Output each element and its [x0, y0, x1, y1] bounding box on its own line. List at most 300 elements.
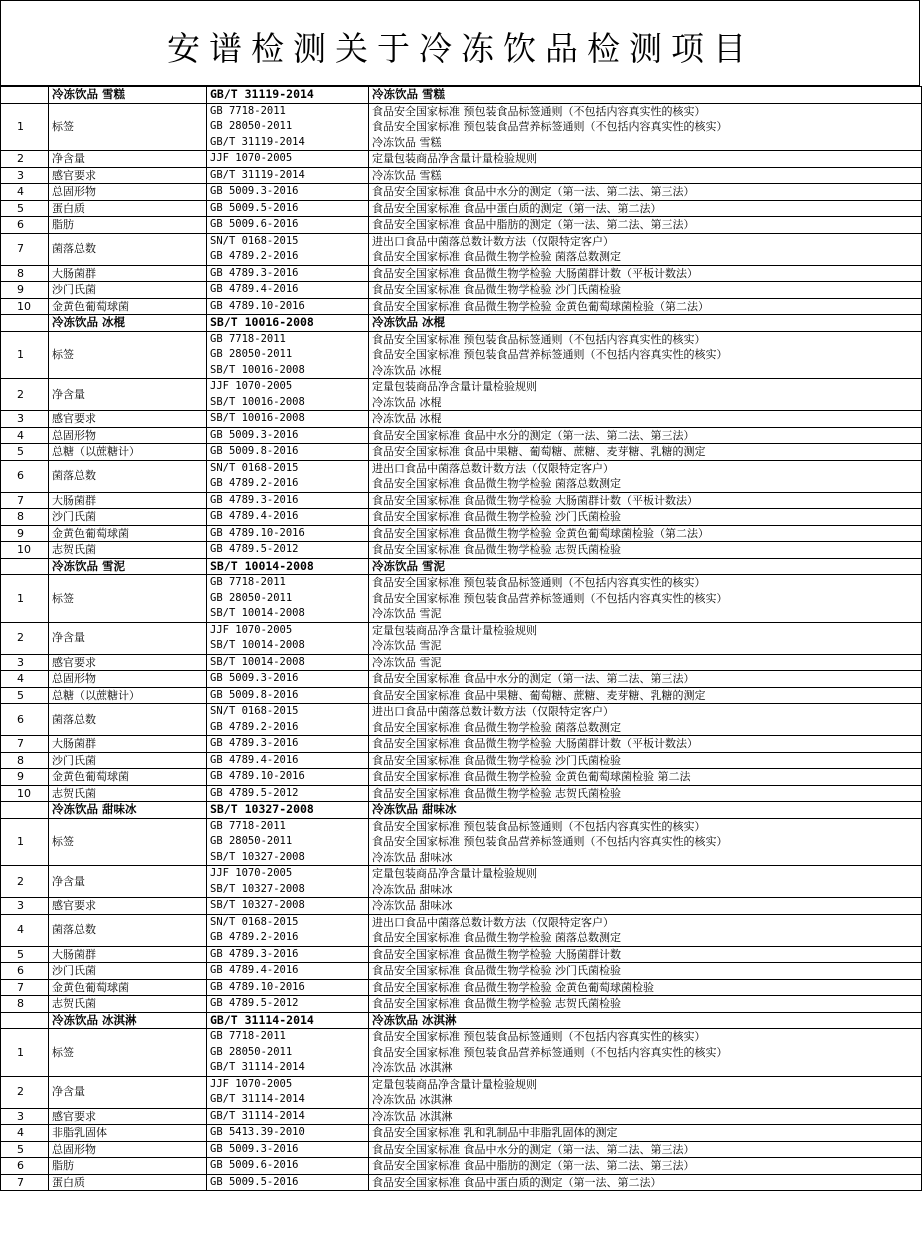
table-row [1, 331, 922, 379]
standard-codes[interactable] [207, 217, 369, 234]
standard-names-line: 食品安全国家标准 预包装食品营养标签通则（不包括内容真实性的核实） [372, 835, 728, 848]
standard-codes-line: GB/T 31119-2014 [210, 135, 305, 148]
table-row [1, 184, 922, 201]
standard-codes[interactable] [207, 946, 369, 963]
standard-codes[interactable] [207, 996, 369, 1013]
standard-names[interactable] [369, 946, 922, 963]
standard-codes[interactable] [207, 736, 369, 753]
standard-codes[interactable] [207, 444, 369, 461]
table-row [1, 785, 922, 802]
test-item[interactable]: 非脂乳固体 [49, 1125, 207, 1142]
test-item[interactable]: 脂肪 [49, 217, 207, 234]
standard-codes[interactable] [207, 331, 369, 379]
standard-names[interactable] [369, 1076, 922, 1108]
test-item[interactable]: 大肠菌群 [49, 265, 207, 282]
test-item[interactable]: 标签 [49, 1029, 207, 1077]
standard-names-line: 进出口食品中菌落总数计数方法（仅限特定客户） [372, 234, 614, 248]
test-item[interactable]: 感官要求 [49, 654, 207, 671]
standard-names[interactable] [369, 575, 922, 623]
standard-names[interactable] [369, 103, 922, 151]
row-number[interactable]: 5 [1, 946, 49, 963]
standard-codes[interactable] [207, 687, 369, 704]
row-number[interactable]: 6 [1, 1158, 49, 1175]
row-number[interactable]: 6 [1, 460, 49, 492]
standard-codes-line: GB 4789.2-2016 [210, 477, 299, 489]
standard-names[interactable] [369, 1158, 922, 1175]
section-number-cell[interactable] [1, 802, 49, 819]
standard-names-line: 食品安全国家标准 食品微生物学检验 菌落总数测定 [372, 250, 621, 263]
row-number[interactable]: 6 [1, 217, 49, 234]
test-item[interactable]: 沙门氏菌 [49, 509, 207, 526]
standard-codes[interactable] [207, 298, 369, 315]
test-item[interactable]: 净含量 [49, 151, 207, 168]
standard-codes[interactable] [207, 1029, 369, 1077]
standard-codes[interactable] [207, 184, 369, 201]
standard-codes-line: GB 5009.5-2016 [210, 1175, 299, 1188]
standard-codes[interactable] [207, 492, 369, 509]
standard-codes-line: GB 4789.4-2016 [210, 753, 299, 766]
standard-names[interactable] [369, 963, 922, 980]
standard-codes[interactable] [207, 1174, 369, 1191]
standard-names-line: 食品安全国家标准 预包装食品营养标签通则（不包括内容真实性的核实） [372, 1045, 728, 1059]
row-number[interactable]: 8 [1, 996, 49, 1013]
table-row [1, 963, 922, 980]
section-number-cell[interactable] [1, 315, 49, 332]
row-number[interactable]: 3 [1, 898, 49, 915]
standard-codes-line: GB 4789.5-2012 [210, 786, 299, 799]
standard-codes-line: SN/T 0168-2015 [210, 234, 299, 247]
test-item[interactable]: 金黄色葡萄球菌 [49, 298, 207, 315]
standard-names-line: 定量包装商品净含量计量检验规则 [372, 152, 537, 165]
standard-codes-line: GB 5009.3-2016 [210, 672, 299, 684]
row-number[interactable]: 8 [1, 509, 49, 526]
standard-codes[interactable] [207, 427, 369, 444]
test-item[interactable]: 总糖（以蔗糖计） [49, 687, 207, 704]
row-number[interactable]: 1 [1, 331, 49, 379]
standard-codes[interactable] [207, 671, 369, 688]
standard-names-line: 定量包装商品净含量计量检验规则 [372, 623, 537, 637]
test-item[interactable]: 总糖（以蔗糖计） [49, 444, 207, 461]
standard-codes-line: GB 7718-2011 [210, 332, 286, 345]
standard-names-line: 食品安全国家标准 预包装食品标签通则（不包括内容真实性的核实） [372, 1030, 706, 1043]
standard-names-line: 冷冻饮品 冰淇淋 [372, 1093, 453, 1106]
table-row [1, 444, 922, 461]
standard-codes[interactable] [207, 752, 369, 769]
row-number[interactable]: 9 [1, 525, 49, 542]
standard-names-line: 食品安全国家标准 食品微生物学检验 金黄色葡萄球菌检验（第二法） [372, 299, 709, 313]
standard-names-line: 食品安全国家标准 食品中水分的测定（第一法、第二法、第三法） [372, 185, 695, 198]
standard-codes[interactable] [207, 979, 369, 996]
standard-codes[interactable] [207, 769, 369, 786]
row-number[interactable]: 4 [1, 1125, 49, 1142]
standard-codes[interactable] [207, 282, 369, 299]
standard-names[interactable] [369, 979, 922, 996]
section-header-row [1, 558, 922, 575]
standard-names-line: 食品安全国家标准 食品微生物学检验 金黄色葡萄球菌检验（第二法） [372, 526, 709, 540]
standard-codes[interactable] [207, 542, 369, 559]
standard-names[interactable] [369, 818, 922, 866]
section-product[interactable]: 冷冻饮品 甜味冰 [49, 802, 207, 819]
section-product[interactable]: 冷冻饮品 冰淇淋 [49, 1012, 207, 1029]
standard-names-line: 食品安全国家标准 食品微生物学检验 志贺氏菌检验 [372, 786, 621, 800]
standard-codes[interactable] [207, 200, 369, 217]
standard-names[interactable] [369, 671, 922, 688]
standard-names-line: 食品安全国家标准 预包装食品营养标签通则（不包括内容真实性的核实） [372, 348, 728, 361]
test-item[interactable]: 菌落总数 [49, 460, 207, 492]
test-item[interactable]: 标签 [49, 818, 207, 866]
test-item[interactable]: 志贺氏菌 [49, 996, 207, 1013]
section-standard-name[interactable]: 冷冻饮品 冰淇淋 [369, 1012, 922, 1029]
standard-names[interactable] [369, 622, 922, 654]
row-number[interactable]: 3 [1, 654, 49, 671]
standard-codes[interactable] [207, 575, 369, 623]
table-row [1, 460, 922, 492]
standard-names-line: 冷冻饮品 雪泥 [372, 639, 442, 652]
standard-codes-line: GB 5009.8-2016 [210, 688, 299, 701]
test-item[interactable]: 感官要求 [49, 1108, 207, 1125]
row-number[interactable]: 4 [1, 184, 49, 201]
standard-names-line: 食品安全国家标准 食品微生物学检验 大肠菌群计数（平板计数法） [372, 737, 698, 750]
standard-names-line: 冷冻饮品 雪糕 [372, 135, 442, 149]
standard-names[interactable] [369, 184, 922, 201]
standard-names[interactable] [369, 525, 922, 542]
standard-codes-line: GB 7718-2011 [210, 576, 286, 588]
standard-names-line: 进出口食品中菌落总数计数方法（仅限特定客户） [372, 705, 614, 718]
test-item[interactable]: 标签 [49, 103, 207, 151]
row-number[interactable]: 5 [1, 200, 49, 217]
standard-names[interactable] [369, 200, 922, 217]
section-standard-code[interactable]: GB/T 31114-2014 [207, 1012, 369, 1029]
standard-names[interactable] [369, 427, 922, 444]
table-row [1, 979, 922, 996]
standard-names[interactable] [369, 752, 922, 769]
standard-names-line: 食品安全国家标准 食品微生物学检验 大肠菌群计数（平板计数法） [372, 493, 698, 507]
standard-names[interactable] [369, 914, 922, 946]
section-standard-code[interactable]: SB/T 10014-2008 [207, 558, 369, 575]
standard-codes[interactable] [207, 167, 369, 184]
standard-codes-line: GB 5009.5-2016 [210, 201, 299, 214]
standard-codes-line: GB 4789.3-2016 [210, 493, 299, 506]
test-item[interactable]: 菌落总数 [49, 914, 207, 946]
row-number[interactable]: 8 [1, 752, 49, 769]
standard-codes-line: GB 28050-2011 [210, 1045, 293, 1058]
test-item[interactable]: 标签 [49, 575, 207, 623]
standard-names[interactable] [369, 898, 922, 915]
table-row [1, 492, 922, 509]
table-row [1, 265, 922, 282]
standard-names-line: 食品安全国家标准 预包装食品营养标签通则（不包括内容真实性的核实） [372, 591, 728, 605]
test-item[interactable]: 菌落总数 [49, 704, 207, 736]
test-item[interactable]: 沙门氏菌 [49, 963, 207, 980]
row-number[interactable]: 2 [1, 379, 49, 411]
standard-names-line: 冷冻饮品 雪泥 [372, 607, 442, 620]
test-item[interactable]: 净含量 [49, 1076, 207, 1108]
standard-codes[interactable] [207, 411, 369, 428]
standard-codes[interactable] [207, 525, 369, 542]
standard-codes-line: GB 7718-2011 [210, 819, 286, 832]
standard-codes[interactable] [207, 818, 369, 866]
standard-names-line: 冷冻饮品 冰棍 [372, 412, 442, 425]
standard-names[interactable] [369, 704, 922, 736]
standard-codes[interactable] [207, 1125, 369, 1142]
row-number[interactable]: 1 [1, 1029, 49, 1077]
test-item[interactable]: 蛋白质 [49, 1174, 207, 1191]
test-item[interactable]: 大肠菌群 [49, 736, 207, 753]
row-number[interactable]: 7 [1, 979, 49, 996]
standard-names[interactable] [369, 444, 922, 461]
standard-names[interactable] [369, 265, 922, 282]
standard-codes-line: JJF 1070-2005 [210, 1077, 293, 1090]
test-item[interactable]: 净含量 [49, 622, 207, 654]
table-row [1, 379, 922, 411]
table-row [1, 167, 922, 184]
standard-codes-line: GB 4789.5-2012 [210, 543, 299, 555]
section-standard-name[interactable]: 冷冻饮品 甜味冰 [369, 802, 922, 819]
standard-names[interactable] [369, 542, 922, 559]
standard-names[interactable] [369, 785, 922, 802]
standard-names-line: 冷冻饮品 冰棍 [372, 395, 442, 409]
standard-codes[interactable] [207, 379, 369, 411]
standard-codes-line: GB 28050-2011 [210, 120, 293, 132]
section-product[interactable]: 冷冻饮品 雪糕 [49, 87, 207, 104]
row-number[interactable]: 6 [1, 963, 49, 980]
test-item[interactable]: 感官要求 [49, 898, 207, 915]
row-number[interactable]: 7 [1, 736, 49, 753]
standard-codes-line: GB 28050-2011 [210, 348, 293, 360]
table-row [1, 233, 922, 265]
standard-codes-line: SN/T 0168-2015 [210, 705, 299, 717]
row-number[interactable]: 7 [1, 492, 49, 509]
standard-codes-line: GB 4789.2-2016 [210, 720, 299, 733]
standard-names[interactable] [369, 769, 922, 786]
standard-names[interactable] [369, 167, 922, 184]
standard-codes[interactable] [207, 704, 369, 736]
table-row [1, 996, 922, 1013]
section-standard-code[interactable]: GB/T 31119-2014 [207, 87, 369, 104]
standard-names[interactable] [369, 492, 922, 509]
standard-names[interactable] [369, 331, 922, 379]
standard-codes[interactable] [207, 265, 369, 282]
row-number[interactable]: 1 [1, 575, 49, 623]
standard-codes-line: GB 4789.3-2016 [210, 266, 299, 279]
row-number[interactable]: 2 [1, 151, 49, 168]
standard-codes[interactable] [207, 460, 369, 492]
standard-names-line: 冷冻饮品 冰棍 [372, 363, 442, 377]
standard-names-line: 食品安全国家标准 食品中蛋白质的测定（第一法、第二法） [372, 201, 662, 215]
row-number[interactable]: 10 [1, 785, 49, 802]
standard-codes-line: SB/T 10014-2008 [210, 655, 305, 668]
standard-names-line: 食品安全国家标准 食品中果糖、葡萄糖、蔗糖、麦芽糖、乳糖的测定 [372, 688, 706, 702]
test-item[interactable]: 标签 [49, 331, 207, 379]
standard-codes[interactable] [207, 785, 369, 802]
test-item[interactable]: 菌落总数 [49, 233, 207, 265]
test-item[interactable]: 净含量 [49, 379, 207, 411]
row-number[interactable]: 3 [1, 411, 49, 428]
standard-names-line: 食品安全国家标准 食品微生物学检验 菌落总数测定 [372, 931, 621, 944]
standard-codes[interactable] [207, 103, 369, 151]
row-number[interactable]: 8 [1, 265, 49, 282]
standard-names-line: 食品安全国家标准 食品中果糖、葡萄糖、蔗糖、麦芽糖、乳糖的测定 [372, 445, 706, 458]
standard-codes-line: GB/T 31114-2014 [210, 1093, 305, 1105]
standard-codes-line: GB 28050-2011 [210, 591, 293, 604]
standard-names[interactable] [369, 379, 922, 411]
standard-names-line: 食品安全国家标准 食品中水分的测定（第一法、第二法、第三法） [372, 672, 695, 685]
standard-codes-line: GB 4789.10-2016 [210, 526, 305, 539]
table-row [1, 622, 922, 654]
standard-names[interactable] [369, 151, 922, 168]
standard-codes[interactable] [207, 622, 369, 654]
standard-names[interactable] [369, 1108, 922, 1125]
title-cell[interactable] [0, 0, 920, 86]
standard-names[interactable] [369, 1125, 922, 1142]
standard-names[interactable] [369, 233, 922, 265]
table-row [1, 103, 922, 151]
row-number[interactable]: 4 [1, 671, 49, 688]
standard-codes[interactable] [207, 1158, 369, 1175]
standard-codes-line: SB/T 10016-2008 [210, 395, 305, 408]
row-number[interactable]: 2 [1, 1076, 49, 1108]
standard-codes-line: GB 5009.6-2016 [210, 218, 299, 230]
standard-codes-line: GB 4789.4-2016 [210, 510, 299, 522]
standard-names-line: 食品安全国家标准 食品微生物学检验 大肠菌群计数 [372, 947, 621, 961]
section-standard-code[interactable]: SB/T 10016-2008 [207, 315, 369, 332]
standard-codes[interactable] [207, 1141, 369, 1158]
standard-names-line: 冷冻饮品 冰淇淋 [372, 1109, 453, 1123]
section-standard-name[interactable]: 冷冻饮品 雪糕 [369, 87, 922, 104]
row-number[interactable]: 10 [1, 542, 49, 559]
standard-names-line: 食品安全国家标准 食品微生物学检验 金黄色葡萄球菌检验 第二法 [372, 770, 691, 783]
test-item[interactable]: 志贺氏菌 [49, 785, 207, 802]
test-item[interactable]: 感官要求 [49, 167, 207, 184]
section-standard-code[interactable]: SB/T 10327-2008 [207, 802, 369, 819]
test-item[interactable]: 感官要求 [49, 411, 207, 428]
section-standard-name[interactable]: 冷冻饮品 冰棍 [369, 315, 922, 332]
row-number[interactable]: 7 [1, 1174, 49, 1191]
test-item[interactable]: 金黄色葡萄球菌 [49, 979, 207, 996]
row-number[interactable]: 5 [1, 687, 49, 704]
standard-names[interactable] [369, 411, 922, 428]
standard-codes-line: GB 4789.10-2016 [210, 299, 305, 312]
section-standard-name[interactable]: 冷冻饮品 雪泥 [369, 558, 922, 575]
test-item[interactable]: 志贺氏菌 [49, 542, 207, 559]
row-number[interactable]: 3 [1, 1108, 49, 1125]
standard-codes[interactable] [207, 1108, 369, 1125]
row-number[interactable]: 5 [1, 444, 49, 461]
standard-codes[interactable] [207, 509, 369, 526]
table-row [1, 282, 922, 299]
row-number[interactable]: 2 [1, 622, 49, 654]
row-number[interactable]: 4 [1, 427, 49, 444]
standard-names[interactable] [369, 654, 922, 671]
standard-names-line: 进出口食品中菌落总数计数方法（仅限特定客户） [372, 915, 614, 929]
table-row [1, 1141, 922, 1158]
section-number-cell[interactable] [1, 87, 49, 104]
section-number-cell[interactable] [1, 1012, 49, 1029]
table-row [1, 898, 922, 915]
standard-codes[interactable] [207, 233, 369, 265]
standard-names[interactable] [369, 217, 922, 234]
standard-names[interactable] [369, 866, 922, 898]
standard-codes-line: GB 28050-2011 [210, 835, 293, 847]
standard-names[interactable] [369, 1029, 922, 1077]
standard-names[interactable] [369, 736, 922, 753]
standard-codes[interactable] [207, 1076, 369, 1108]
test-item[interactable]: 沙门氏菌 [49, 752, 207, 769]
test-item[interactable]: 总固形物 [49, 184, 207, 201]
test-item[interactable]: 大肠菌群 [49, 946, 207, 963]
test-item[interactable]: 净含量 [49, 866, 207, 898]
row-number[interactable]: 1 [1, 103, 49, 151]
test-item[interactable]: 大肠菌群 [49, 492, 207, 509]
standard-names-line: 冷冻饮品 甜味冰 [372, 899, 453, 912]
standard-codes[interactable] [207, 898, 369, 915]
standard-names-line: 冷冻饮品 甜味冰 [372, 882, 453, 896]
section-number-cell[interactable] [1, 558, 49, 575]
test-item[interactable]: 蛋白质 [49, 200, 207, 217]
standard-names[interactable] [369, 1141, 922, 1158]
test-item[interactable]: 沙门氏菌 [49, 282, 207, 299]
test-item[interactable]: 脂肪 [49, 1158, 207, 1175]
standard-names[interactable] [369, 687, 922, 704]
standard-names[interactable] [369, 996, 922, 1013]
standard-codes-line: GB 4789.4-2016 [210, 964, 299, 976]
section-product[interactable]: 冷冻饮品 雪泥 [49, 558, 207, 575]
table-row [1, 151, 922, 168]
row-number[interactable]: 1 [1, 818, 49, 866]
standard-names-line: 定量包装商品净含量计量检验规则 [372, 1077, 537, 1091]
test-item[interactable]: 金黄色葡萄球菌 [49, 769, 207, 786]
standard-codes-line: GB 5413.39-2010 [210, 1126, 305, 1138]
standard-codes-line: SB/T 10014-2008 [210, 607, 305, 619]
section-product[interactable]: 冷冻饮品 冰棍 [49, 315, 207, 332]
standard-names-line: 食品安全国家标准 食品微生物学检验 志贺氏菌检验 [372, 543, 621, 556]
test-item[interactable]: 总固形物 [49, 427, 207, 444]
standard-names-line: 定量包装商品净含量计量检验规则 [372, 380, 537, 393]
standard-codes-line: SB/T 10016-2008 [210, 363, 305, 376]
standard-names[interactable] [369, 282, 922, 299]
standard-codes[interactable] [207, 654, 369, 671]
row-number[interactable]: 10 [1, 298, 49, 315]
section-header-row [1, 1012, 922, 1029]
test-item[interactable]: 金黄色葡萄球菌 [49, 525, 207, 542]
standard-names-line: 食品安全国家标准 食品微生物学检验 菌落总数测定 [372, 720, 621, 734]
row-number[interactable]: 9 [1, 769, 49, 786]
standard-names[interactable] [369, 509, 922, 526]
standard-names[interactable] [369, 1174, 922, 1191]
row-number[interactable]: 9 [1, 282, 49, 299]
standard-codes[interactable] [207, 963, 369, 980]
standard-names[interactable] [369, 298, 922, 315]
standard-codes-line: GB/T 31114-2014 [210, 1109, 305, 1122]
row-number[interactable]: 4 [1, 914, 49, 946]
standard-codes[interactable] [207, 866, 369, 898]
table-row [1, 704, 922, 736]
row-number[interactable]: 6 [1, 704, 49, 736]
standard-names[interactable] [369, 460, 922, 492]
row-number[interactable]: 5 [1, 1141, 49, 1158]
row-number[interactable]: 2 [1, 866, 49, 898]
standard-names-line: 食品安全国家标准 食品微生物学检验 菌落总数测定 [372, 477, 621, 490]
standard-codes-line: JJF 1070-2005 [210, 152, 293, 164]
test-item[interactable]: 总固形物 [49, 671, 207, 688]
row-number[interactable]: 3 [1, 167, 49, 184]
standard-names-line: 食品安全国家标准 食品微生物学检验 大肠菌群计数（平板计数法） [372, 266, 698, 280]
standard-codes[interactable] [207, 151, 369, 168]
test-item[interactable]: 总固形物 [49, 1141, 207, 1158]
standard-codes[interactable] [207, 914, 369, 946]
standard-codes-line: GB 5009.3-2016 [210, 428, 299, 441]
row-number[interactable]: 7 [1, 233, 49, 265]
